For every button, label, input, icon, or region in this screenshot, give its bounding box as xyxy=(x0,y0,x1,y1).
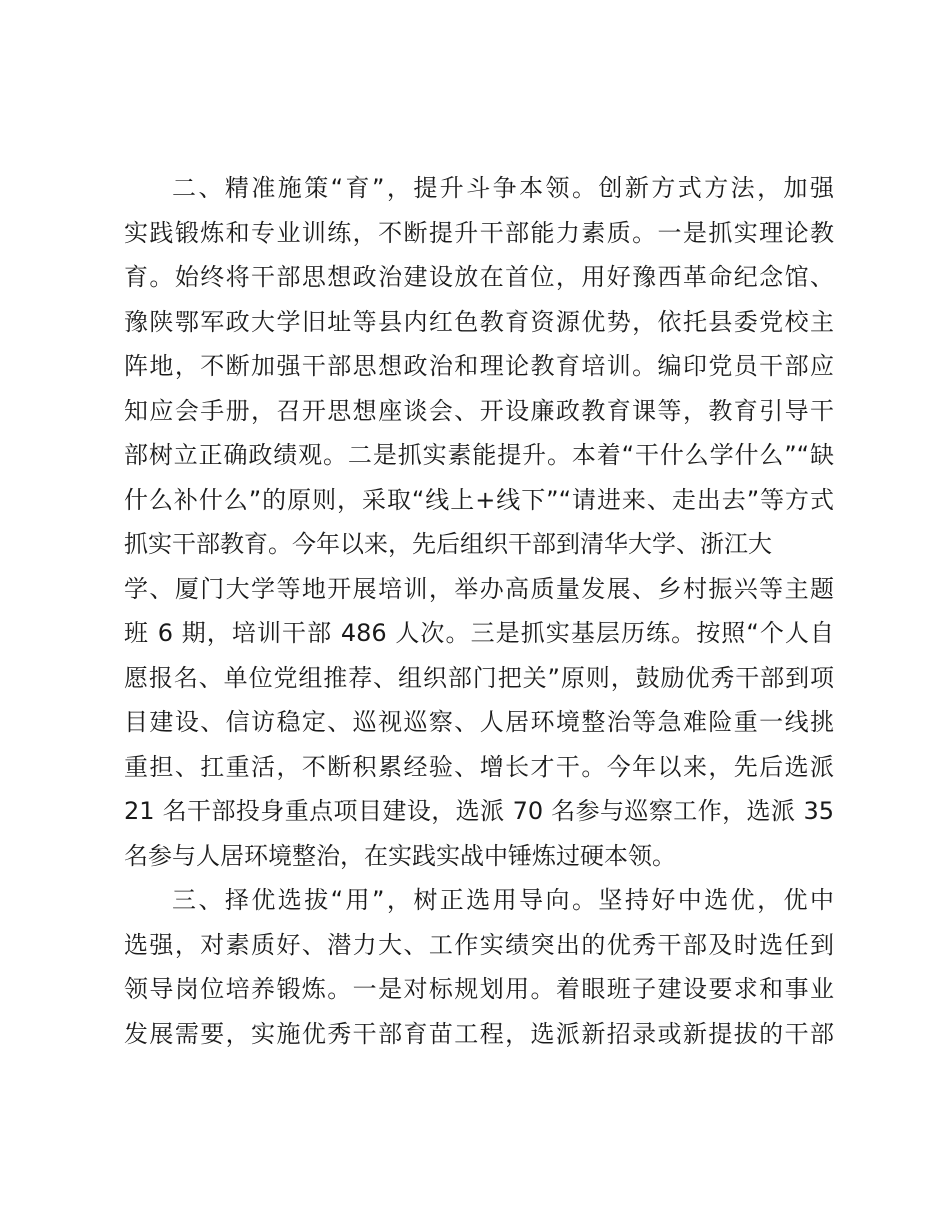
paragraph-2-line-16: 名参与人居环境整治，在实践实战中锤炼过硬本领。 xyxy=(124,841,676,870)
document-body xyxy=(124,166,834,1056)
paragraph-2-line-14: 重担、扛重活，不断积累经验、增长才干。今年以来，先后选派 xyxy=(124,752,834,781)
paragraph-3-line-2: 选强，对素质好、潜力大、工作实绩突出的优秀干部及时选任到 xyxy=(124,930,834,959)
paragraph-2-line-3: 育。始终将干部思想政治建设放在首位，用好豫西革命纪念馆、 xyxy=(124,263,834,291)
paragraph-2-line-8: 什么补什么”的原则，采取“线上+线下”“请进来、走出去”等方式 xyxy=(124,485,834,514)
paragraph-2-line-11: 班 6 期，培训干部 486 人次。三是抓实基层历练。按照“个人自 xyxy=(124,619,834,647)
paragraph-2-line-4: 豫陕鄂军政大学旧址等县内红色教育资源优势，依托县委党校主 xyxy=(124,307,834,336)
paragraph-2-line-2: 实践锻炼和专业训练，不断提升干部能力素质。一是抓实理论教 xyxy=(124,218,834,247)
paragraph-2-line-10: 学、厦门大学等地开展培训，举办高质量发展、乡村振兴等主题 xyxy=(124,574,834,603)
paragraph-3-line-4: 发展需要，实施优秀干部育苗工程，选派新招录或新提拔的干部 xyxy=(124,1019,834,1048)
paragraph-2-line-6: 知应会手册，召开思想座谈会、开设廉政教育课等，教育引导干 xyxy=(124,396,834,425)
paragraph-2-line-7: 部树立正确政绩观。二是抓实素能提升。本着“干什么学什么”“缺 xyxy=(124,441,834,469)
paragraph-3-line-3: 领导岗位培养锻炼。一是对标规划用。着眼班子建设要求和事业 xyxy=(124,975,834,1003)
paragraph-2-line-9: 抓实干部教育。今年以来，先后组织干部到清华大学、浙江大 xyxy=(124,530,772,558)
paragraph-2-line-5: 阵地，不断加强干部思想政治和理论教育培训。编印党员干部应 xyxy=(124,352,834,380)
paragraph-2-line-1: 二、精准施策“育”，提升斗争本领。创新方式方法，加强 xyxy=(172,174,834,202)
paragraph-2-line-12: 愿报名、单位党组推荐、组织部门把关”原则，鼓励优秀干部到项 xyxy=(124,663,834,692)
paragraph-3-line-1: 三、择优选拔“用”，树正选用导向。坚持好中选优，优中 xyxy=(172,886,834,914)
paragraph-2-line-13: 目建设、信访稳定、巡视巡察、人居环境整治等急难险重一线挑 xyxy=(124,708,834,736)
paragraph-2-line-15: 21 名干部投身重点项目建设，选派 70 名参与巡察工作，选派 35 xyxy=(124,797,834,825)
